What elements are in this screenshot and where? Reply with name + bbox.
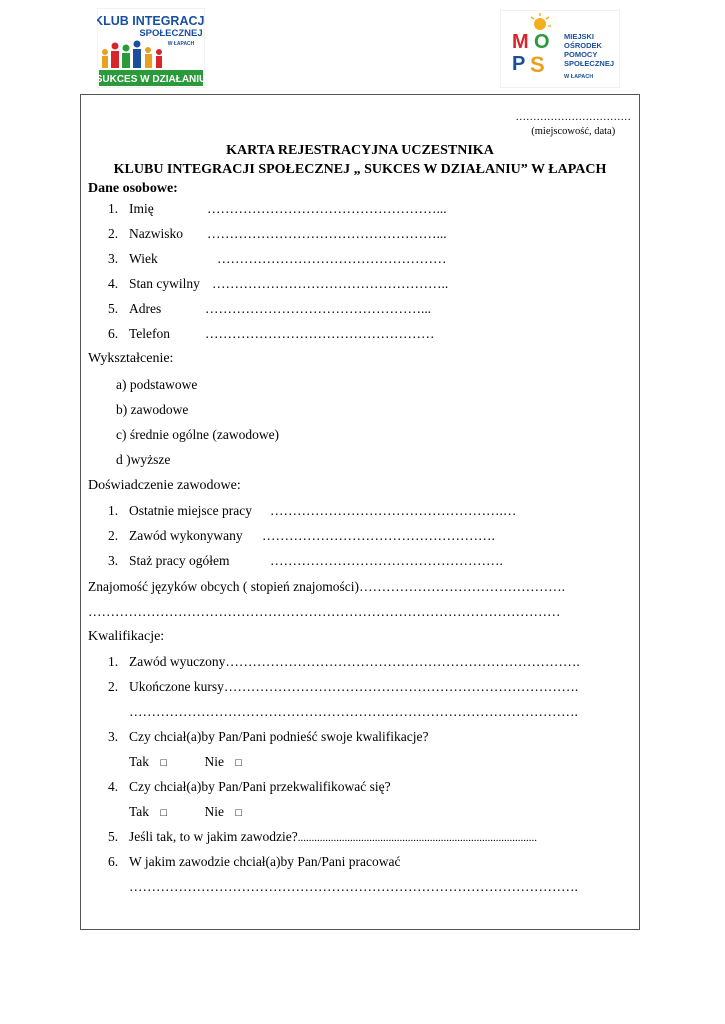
education-heading: Wykształcenie:: [88, 351, 174, 366]
klub-logo-line2: SPOŁECZNEJ: [139, 28, 203, 39]
question-text: Czy chciał(a)by Pan/Pani przekwalifikować się?: [129, 779, 391, 794]
languages-field[interactable]: ……………………………………….: [359, 579, 565, 594]
mops-logo: [500, 10, 620, 88]
retrain-no-checkbox[interactable]: □: [235, 807, 242, 819]
question-text: Czy chciał(a)by Pan/Pani podnieść swoje kwalifikacje?: [129, 729, 429, 744]
education-option-primary[interactable]: a) podstawowe: [116, 377, 198, 392]
surname-field[interactable]: ……………………………………………...: [207, 226, 447, 241]
item-number: 2.: [108, 528, 119, 543]
item-label: Telefon: [129, 326, 171, 341]
improve-yes-label: Tak: [129, 754, 150, 769]
item-number: 1.: [108, 654, 119, 669]
education-option-secondary[interactable]: c) średnie ogólne (zawodowe): [116, 427, 280, 442]
item-label: Stan cywilny: [129, 276, 200, 291]
completed-courses-field-continued[interactable]: ……………………………………………………………………………………….: [129, 704, 578, 719]
question-text: Jeśli tak, to w jakim zawodzie?.......................................................................................: [129, 829, 537, 844]
mops-letter-o: O: [534, 31, 550, 53]
question-text: W jakim zawodzie chciał(a)by Pan/Pani pracować: [129, 854, 401, 869]
name-field[interactable]: ……………………………………………...: [207, 201, 447, 216]
klub-logo-banner: SUKCES W DZIAŁANIU: [97, 74, 205, 85]
languages-label: Znajomość języków obcych ( stopień znajomości): [88, 579, 360, 594]
item-label: Wiek: [129, 251, 158, 266]
item-number: 2.: [108, 679, 119, 694]
seniority-field[interactable]: …………………………………………….: [270, 553, 503, 568]
retrain-yes-label: Tak: [129, 804, 150, 819]
place-date-field: [516, 111, 632, 139]
item-number: 2.: [108, 226, 119, 241]
klub-logo-line1: KLUB INTEGRACJI: [97, 14, 205, 28]
item-number: 4.: [108, 779, 119, 794]
item-number: 5.: [108, 829, 119, 844]
qualifications-heading: Kwalifikacje:: [88, 629, 165, 644]
form-title: KARTA REJESTRACYJNA UCZESTNIKA: [226, 143, 494, 158]
age-field[interactable]: ……………………………………………: [217, 251, 447, 266]
item-label: Staż pracy ogółem: [129, 553, 230, 568]
desired-profession-field[interactable]: ……………………………………………………………………………………….: [129, 879, 578, 894]
education-option-higher[interactable]: d )wyższe: [116, 452, 171, 467]
improve-no-label: Nie: [204, 754, 224, 769]
learned-profession-field[interactable]: …………………………………………………………………….: [225, 654, 580, 669]
item-label: Imię: [129, 201, 154, 216]
item-number: 6.: [108, 326, 119, 341]
item-number: 3.: [108, 729, 119, 744]
item-label: Nazwisko: [129, 226, 183, 241]
item-label: Zawód wykonywany: [129, 528, 243, 543]
mops-letter-s: S: [530, 52, 545, 77]
klub-logo-line3: W ŁAPACH: [167, 41, 195, 47]
phone-field[interactable]: ……………………………………………: [205, 326, 435, 341]
item-number: 3.: [108, 251, 119, 266]
retrain-yes-checkbox[interactable]: □: [160, 807, 168, 819]
improve-no-checkbox[interactable]: □: [235, 757, 242, 769]
last-workplace-field[interactable]: …………………………………………….…: [270, 503, 517, 518]
item-number: 1.: [108, 503, 119, 518]
item-label: Ukończone kursy…………………………………………………………………….: [129, 679, 579, 694]
languages-field-continued[interactable]: ……………………………………………………………………………………………: [88, 604, 561, 619]
occupation-field[interactable]: …………………………………………….: [262, 528, 495, 543]
item-label: Zawód wyuczony…………………………………………………………………….: [129, 654, 580, 669]
item-label: Ostatnie miejsce pracy: [129, 503, 252, 518]
personal-data-heading: Dane osobowe:: [88, 181, 178, 196]
klub-integracji-logo: [97, 8, 205, 88]
mops-letter-m: M: [512, 31, 529, 53]
marital-status-field[interactable]: ……………………………………………..: [212, 276, 449, 291]
retrain-no-label: Nie: [204, 804, 224, 819]
improve-answer-row: [129, 754, 242, 770]
item-number: 1.: [108, 201, 119, 216]
address-field[interactable]: …………………………………………...: [205, 301, 432, 316]
place-date-dots: ……………………………: [515, 112, 631, 123]
item-number: 5.: [108, 301, 119, 316]
retrain-answer-row: [129, 804, 242, 820]
form-subtitle: KLUBU INTEGRACJI SPOŁECZNEJ „ SUKCES W DZIAŁANIU” W ŁAPACH: [113, 162, 607, 177]
mops-logo-location: W ŁAPACH: [564, 74, 594, 80]
improve-yes-checkbox[interactable]: □: [160, 757, 168, 769]
mops-letter-p: P: [512, 53, 526, 75]
place-date-label: (miejscowość, data): [531, 126, 616, 137]
item-number: 6.: [108, 854, 119, 869]
klub-logo-graphic: [97, 8, 205, 88]
mops-logo-text: MIEJSKI OŚRODEK POMOCY SPOŁECZNEJ: [564, 32, 615, 68]
languages-row: [88, 579, 565, 595]
completed-courses-field[interactable]: …………………………………………………………………….: [223, 679, 579, 694]
which-profession-field[interactable]: .......................................................................................: [297, 832, 537, 844]
education-option-vocational[interactable]: b) zawodowe: [116, 402, 189, 417]
item-number: 3.: [108, 553, 119, 568]
item-label: Adres: [129, 301, 162, 316]
item-number: 4.: [108, 276, 119, 291]
registration-form: [80, 94, 640, 930]
experience-heading: Doświadczenie zawodowe:: [88, 478, 241, 493]
